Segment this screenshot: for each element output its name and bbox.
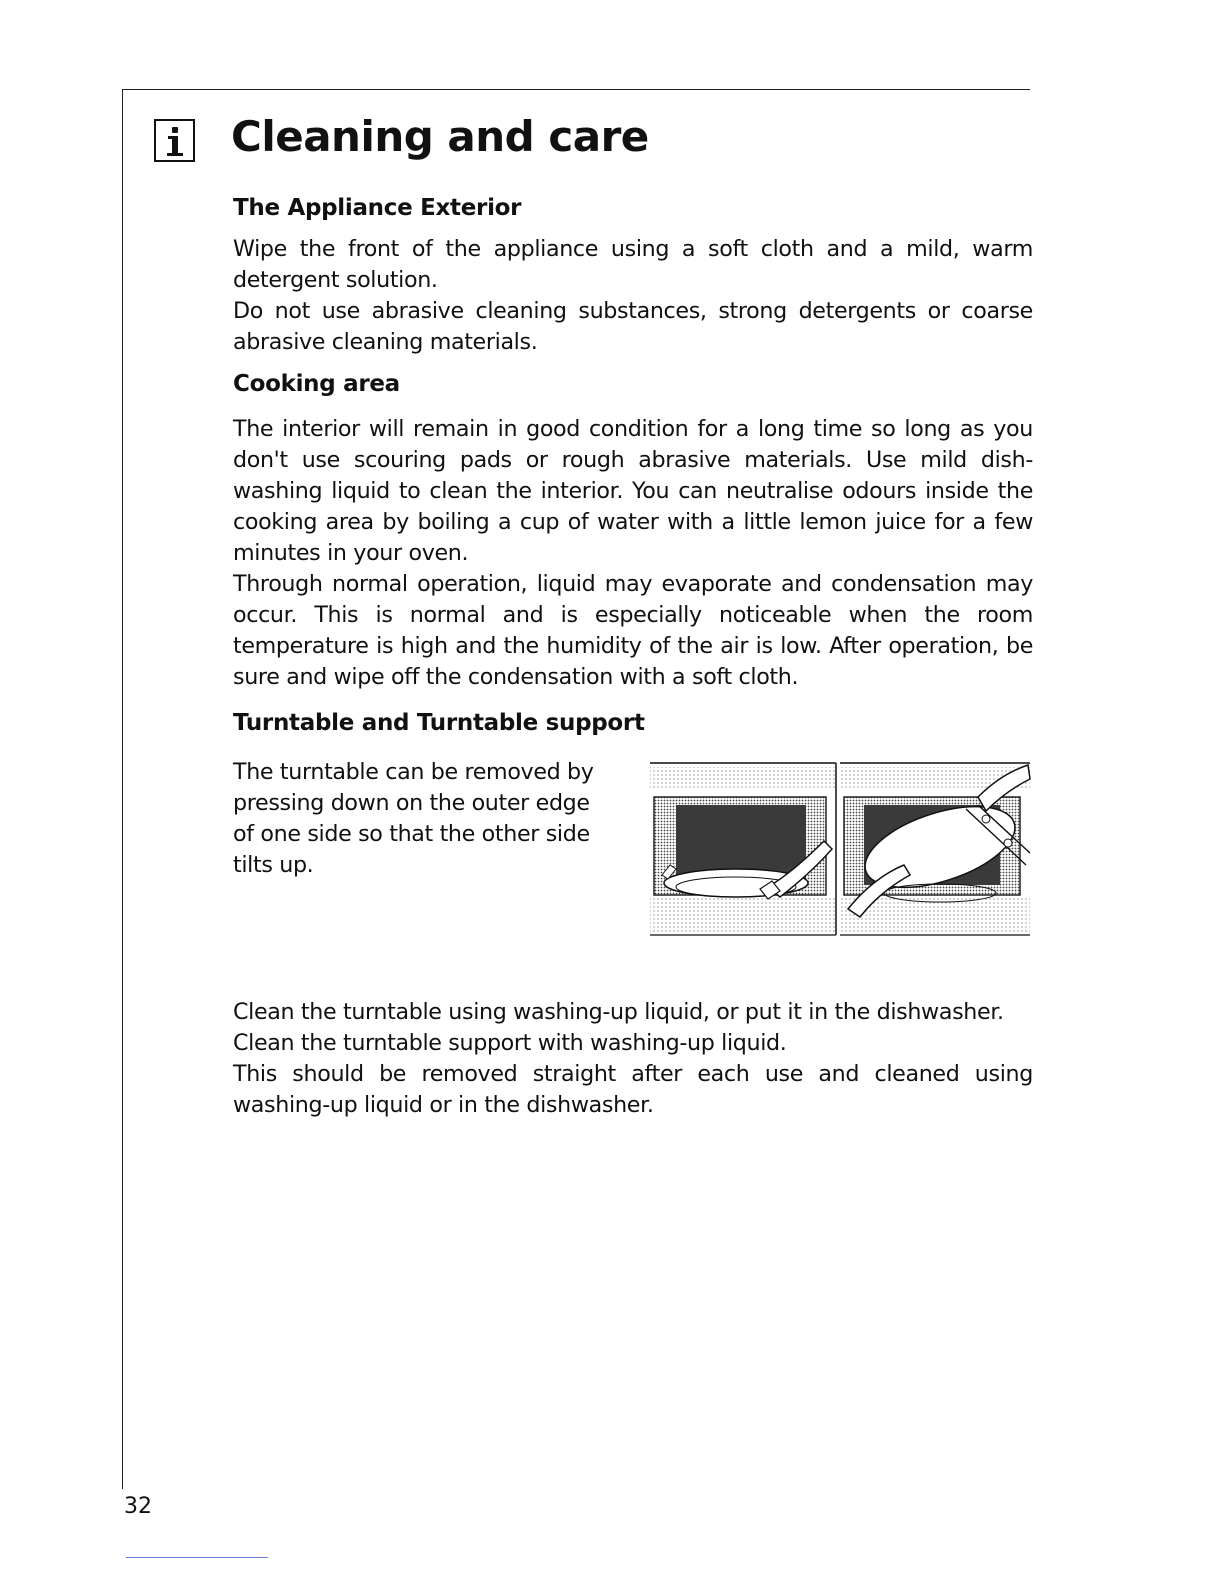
info-icon: [154, 119, 195, 162]
cooking-area-paragraph: Through normal operation, liquid may evaporate and condensation may occur. This is normal and is especially noticeable when the room temperature is high and the humidity of the air is low. After operation, be sure and wipe off the condensation with a soft cloth.: [233, 571, 1033, 690]
exterior-paragraph: Do not use abrasive cleaning substances, strong detergents or coarse abrasive cleaning materials.: [233, 298, 1033, 355]
illustration-panel-press: [650, 763, 836, 935]
turntable-cleaning-paragraph: Clean the turntable using washing-up liquid, or put it in the dishwasher.: [233, 999, 1004, 1025]
section-heading-exterior: The Appliance Exterior: [233, 195, 522, 221]
section-heading-turntable: Turntable and Turntable support: [233, 710, 645, 736]
turntable-intro: [233, 757, 617, 881]
cooking-area-paragraph: The interior will remain in good condition for a long time so long as you don't use scouring pads or rough abrasive materials. Use mild dish-washing liquid to clean the interior. You can neutralise odours inside the cooking area by boiling a cup of water with a little lemon juice for a few minutes in your oven.: [233, 416, 1033, 566]
page-number: 32: [124, 1494, 152, 1519]
section-heading-cooking-area: Cooking area: [233, 371, 400, 397]
turntable-removal-illustration: [648, 757, 1032, 939]
turntable-after-use-paragraph: This should be removed straight after each use and cleaned using washing-up liquid or in the dishwasher.: [233, 1061, 1033, 1118]
turntable-intro-text: The turntable can be removed by pressing down on the outer edge of one side so that the other side tilts up.: [233, 759, 594, 878]
bottom-rule: [126, 1557, 268, 1558]
turntable-support-paragraph: Clean the turntable support with washing-up liquid.: [233, 1030, 787, 1056]
page-frame-top-rule: [122, 89, 1030, 90]
exterior-paragraph: Wipe the front of the appliance using a soft cloth and a mild, warm detergent solution.: [233, 236, 1033, 293]
page-frame-left-rule: [122, 89, 123, 1489]
page-content: [233, 190, 1033, 1121]
page-title: Cleaning and care: [231, 112, 649, 161]
turntable-row: [233, 757, 1033, 997]
illustration-panel-tilt: [840, 763, 1030, 935]
